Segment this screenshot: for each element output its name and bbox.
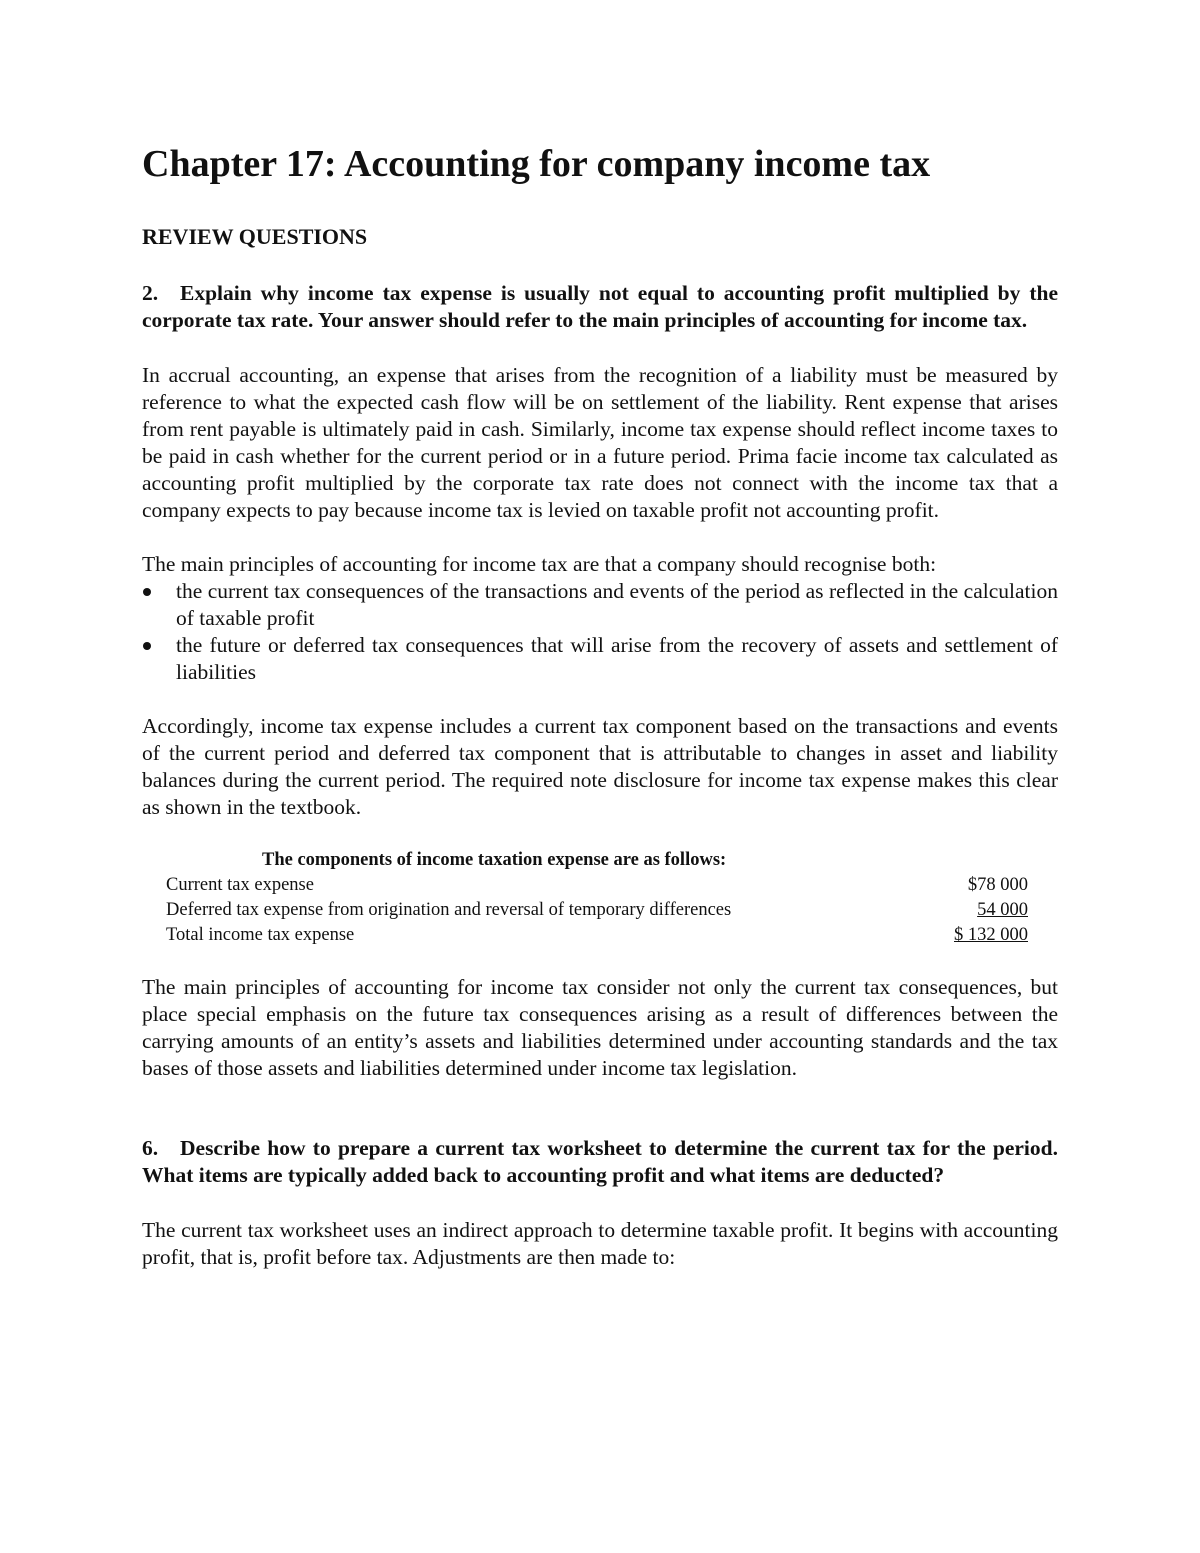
section-heading: REVIEW QUESTIONS (142, 224, 368, 249)
row-amount: $78 000 (967, 875, 1028, 895)
table-row (166, 923, 1028, 948)
question-2 (142, 280, 1058, 334)
spacer (142, 1109, 1058, 1135)
row-label: Current tax expense (166, 875, 314, 895)
list-item-text: the current tax consequences of the transactions and events of the period as reflected in the calculation of taxable profit (176, 579, 1058, 630)
list-item-text: the future or deferred tax consequences that will arise from the recovery of assets and settlement of liabilities (176, 633, 1058, 684)
principles-list (142, 578, 1058, 686)
bullet-icon (143, 642, 151, 650)
answer-paragraph-4: The main principles of accounting for income tax consider not only the current tax consequences, but place special emphasis on the future tax consequences arising as a result of differences between the carrying amounts of an entity’s assets and liabilities determined under accounting standards and the tax bases of those assets and liabilities determined under income tax legislation. (142, 975, 1058, 1080)
answer-paragraph-1: In accrual accounting, an expense that arises from the recognition of a liability must be measured by reference to what the expected cash flow will be on settlement of the liability. Rent expense that arises from rent payable is ultimately paid in cash. Similarly, income tax expense should reflect income taxes to be paid in cash whether for the current period or in a future period. Prima facie income tax calculated as accounting profit multiplied by the corporate tax rate does not connect with the income tax that a company expects to pay because income tax is levied on taxable profit not accounting profit. (142, 363, 1058, 522)
chapter-title: Chapter 17: Accounting for company income tax (142, 143, 931, 185)
document-page (142, 138, 1058, 1298)
row-label: Deferred tax expense from origination and reversal of temporary differences (166, 900, 732, 920)
row-amount-total: $ 132 000 (954, 925, 1028, 945)
answer-paragraph-3: Accordingly, income tax expense includes a current tax component based on the transactions and events of the current period and deferred tax component that is attributable to changes in asset and liability balances during the current period. The required note disclosure for income tax expense makes this clear as shown in the textbook. (142, 714, 1058, 819)
table-caption: The components of income taxation expense are as follows: (262, 850, 727, 870)
question-2-number: 2. (142, 281, 159, 305)
question-6 (142, 1135, 1058, 1189)
question-2-text: Explain why income tax expense is usually not equal to accounting profit multiplied by the corporate tax rate. Your answer should refer to the main principles of accounting for income tax. (142, 281, 1058, 332)
list-item (142, 632, 1058, 686)
bullet-icon (143, 588, 151, 596)
row-amount: 54 000 (977, 900, 1028, 920)
question-6-text: Describe how to prepare a current tax worksheet to determine the current tax for the period. What items are typically added back to accounting profit and what items are deducted? (142, 1136, 1058, 1187)
table-row (166, 873, 1028, 898)
row-label: Total income tax expense (166, 925, 355, 945)
question-6-number: 6. (142, 1136, 159, 1160)
answer-paragraph-5: The current tax worksheet uses an indirect approach to determine taxable profit. It begins with accounting profit, that is, profit before tax. Adjustments are then made to: (142, 1218, 1058, 1269)
table-row (166, 898, 1028, 923)
tax-expense-table (166, 848, 1028, 948)
answer-paragraph-2: The main principles of accounting for income tax are that a company should recognise both: (142, 552, 937, 576)
list-item (142, 578, 1058, 632)
